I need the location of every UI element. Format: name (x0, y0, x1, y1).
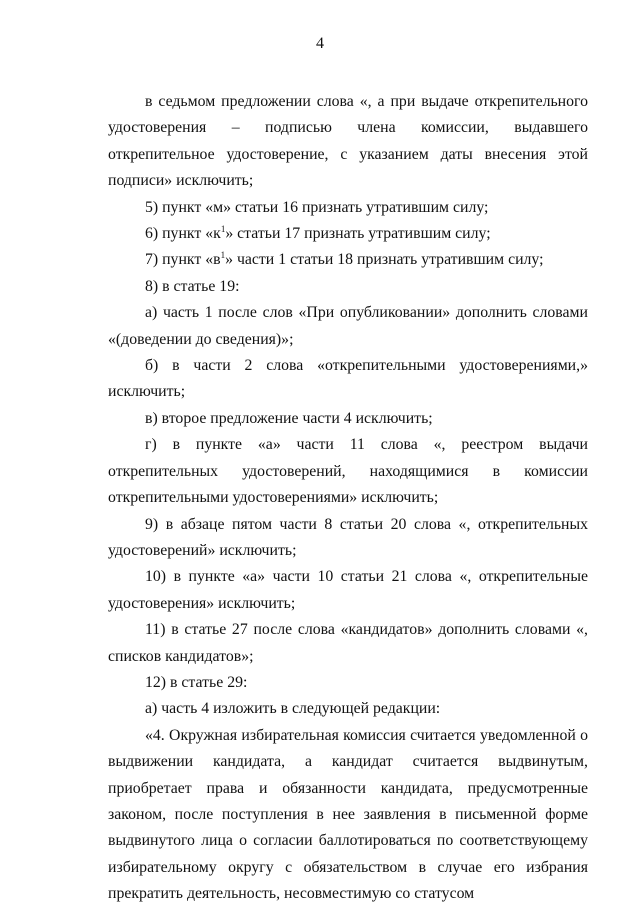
paragraph-item-12: 12) в статье 29: (145, 673, 248, 691)
superscript-index: 1 (220, 224, 226, 235)
paragraph-intro: в седьмом предложении слова «, а при выдаче открепительного удостоверения – подписью члена комиссии, выдавшего открепительное удостоверение, с указанием даты внесения этой подписи» исключить; (108, 93, 588, 190)
paragraph-item-6-text-end: » статьи 17 признать утратившим силу; (225, 225, 491, 243)
document-body (108, 89, 588, 908)
paragraph-item-6-text: 6) пункт «к (145, 225, 221, 243)
paragraph-item-11: 11) в статье 27 после слова «кандидатов» дополнить словами «, списков кандидатов»; (108, 621, 588, 665)
paragraph-item-6 (108, 221, 588, 247)
paragraph-item-9: 9) в абзаце пятом части 8 статьи 20 слова «, открепительных удостоверений» исключить; (108, 515, 588, 559)
paragraph-item-7-text: 7) пункт «в (145, 251, 221, 269)
paragraph-item-8: 8) в статье 19: (145, 277, 240, 295)
superscript-index: 1 (220, 250, 226, 261)
paragraph-item-12a: а) часть 4 изложить в следующей редакции: (145, 700, 441, 718)
paragraph-item-10: 10) в пункте «а» части 10 статьи 21 слова «, открепительные удостоверения» исключить; (108, 568, 588, 612)
paragraph-item-8v: в) второе предложение части 4 исключить; (145, 409, 433, 427)
paragraph-item-8b: б) в части 2 слова «открепительными удостоверениями,» исключить; (108, 357, 588, 401)
paragraph-item-7 (108, 247, 588, 273)
paragraph-item-8g: г) в пункте «а» части 11 слова «, реестром выдачи открепительных удостоверений, находящимися в комиссии открепительными удостоверениями» исключить; (108, 436, 588, 507)
page-number: 4 (316, 35, 324, 52)
paragraph-item-7-text-end: » части 1 статьи 18 признать утратившим силу; (225, 251, 544, 269)
paragraph-item-8a: а) часть 1 после слов «При опубликовании» дополнить словами «(доведении до сведения)»; (108, 304, 588, 348)
paragraph-item-5: 5) пункт «м» статьи 16 признать утратившим силу; (145, 198, 489, 216)
paragraph-quote: «4. Окружная избирательная комиссия считается уведомленной о выдвижении кандидата, а кандидат считается выдвинутым, приобретает права и обязанности кандидата, предусмотренные законом, после поступления в нее заявления в письменной форме выдвинутого лица о согласии баллотироваться по соответствующему избирательному округу с обязательством в случае его избрания прекратить деятельность, несовместимую со статусом (108, 726, 588, 903)
